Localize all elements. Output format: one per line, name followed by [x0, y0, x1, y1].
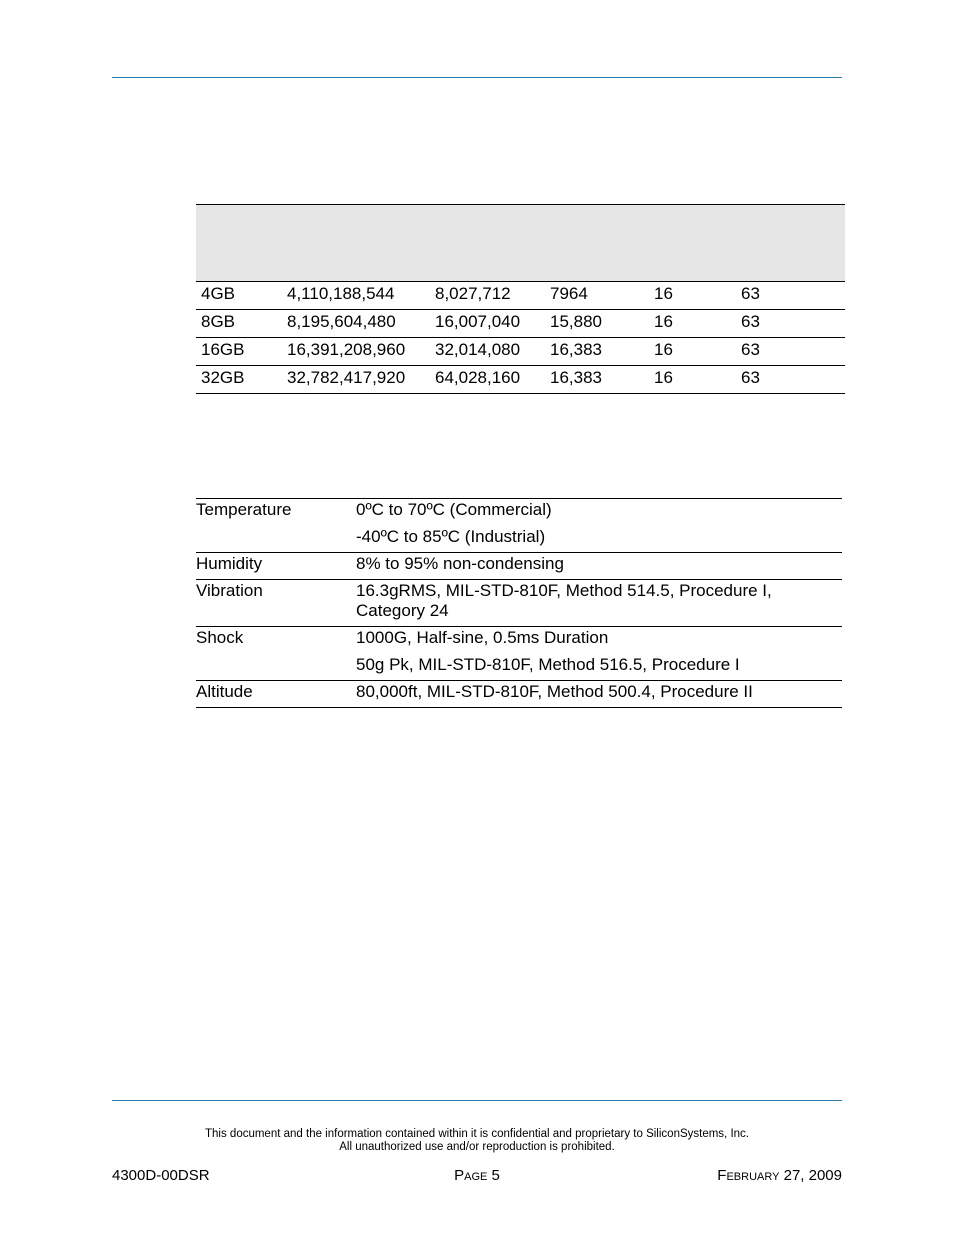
capacity-cell: 32,014,080	[435, 340, 521, 359]
capacity-cell: 16	[654, 284, 673, 303]
environment-value: 50g Pk, MIL-STD-810F, Method 516.5, Procedure I	[356, 655, 740, 674]
environment-values	[356, 499, 842, 552]
environment-value: 1000G, Half-sine, 0.5ms Duration	[356, 628, 609, 647]
footer-rule	[112, 1100, 842, 1101]
notice-line-2: All unauthorized use and/or reproduction is prohibited.	[339, 1141, 615, 1153]
capacity-cell: 4,110,188,544	[287, 284, 395, 303]
capacity-cell: 63	[741, 284, 760, 303]
header-rule	[112, 77, 842, 78]
environment-values	[356, 681, 842, 707]
environment-label: Vibration	[196, 581, 263, 600]
environment-value: 0ºC to 70ºC (Commercial)	[356, 500, 552, 519]
page-number: Page 5	[454, 1167, 500, 1184]
notice-line-1: This document and the information contained within it is confidential and proprietary to SiliconSystems, Inc.	[205, 1128, 749, 1140]
environment-row	[196, 681, 842, 708]
environment-row	[196, 499, 842, 553]
capacity-table-header	[196, 205, 845, 282]
capacity-cell: 8,195,604,480	[287, 312, 396, 331]
capacity-cell: 63	[741, 312, 760, 331]
confidentiality-notice	[112, 1128, 842, 1154]
capacity-table	[196, 204, 845, 394]
environment-label: Shock	[196, 628, 244, 647]
environment-values	[356, 553, 842, 579]
environment-value: 8% to 95% non-condensing	[356, 554, 564, 573]
environment-table	[196, 498, 842, 708]
capacity-cell: 4GB	[201, 284, 236, 303]
capacity-row	[196, 366, 845, 394]
capacity-cell: 16,007,040	[435, 312, 521, 331]
capacity-cell: 16,383	[550, 368, 602, 387]
capacity-cell: 8GB	[201, 312, 236, 331]
capacity-cell: 16GB	[201, 340, 245, 359]
capacity-cell: 63	[741, 368, 760, 387]
capacity-cell: 32GB	[201, 368, 245, 387]
document-id: 4300D-00DSR	[112, 1167, 210, 1184]
capacity-row	[196, 338, 845, 366]
capacity-row	[196, 310, 845, 338]
environment-label: Temperature	[196, 500, 292, 519]
environment-row	[196, 627, 842, 681]
capacity-cell: 16	[654, 340, 673, 359]
capacity-cell: 16,383	[550, 340, 602, 359]
environment-value: 80,000ft, MIL-STD-810F, Method 500.4, Procedure II	[356, 682, 753, 701]
capacity-cell: 7964	[550, 284, 588, 303]
environment-label: Humidity	[196, 554, 263, 573]
capacity-cell: 16	[654, 368, 673, 387]
environment-value: -40ºC to 85ºC (Industrial)	[356, 527, 546, 546]
capacity-cell: 63	[741, 340, 760, 359]
environment-label: Altitude	[196, 682, 253, 701]
capacity-cell: 16	[654, 312, 673, 331]
environment-values	[356, 580, 842, 626]
environment-row	[196, 580, 842, 627]
environment-value: 16.3gRMS, MIL-STD-810F, Method 514.5, Procedure I, Category 24	[356, 581, 772, 620]
capacity-cell: 8,027,712	[435, 284, 511, 303]
environment-values	[356, 627, 842, 680]
capacity-cell: 15,880	[550, 312, 602, 331]
capacity-row	[196, 282, 845, 310]
environment-row	[196, 553, 842, 580]
capacity-cell: 64,028,160	[435, 368, 521, 387]
capacity-cell: 32,782,417,920	[287, 368, 406, 387]
document-date: February 27, 2009	[717, 1167, 842, 1184]
capacity-cell: 16,391,208,960	[287, 340, 406, 359]
